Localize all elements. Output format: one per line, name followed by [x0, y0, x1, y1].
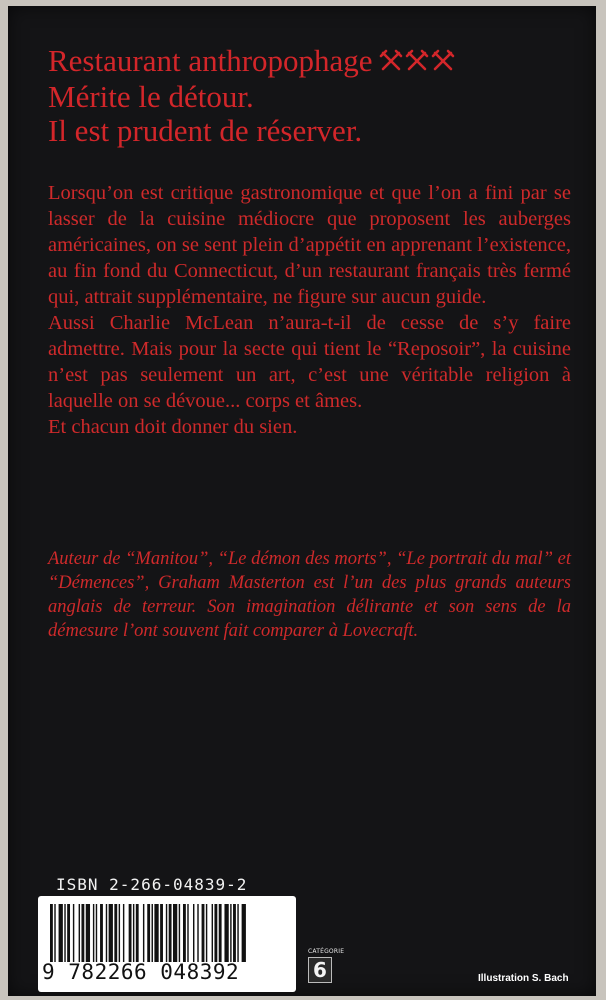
- rating-icons: [379, 46, 457, 80]
- barcode-bar: [147, 904, 150, 962]
- author-bio: Auteur de “Manitou”, “Le démon des morts”, “Le portrait du mal” et “Démences”, Graham Masterton est l’un des plus grands auteurs anglais de terreur. Son imagination délirante et son sens de la démesure l’ont souvent fait comparer à Lovecraft.: [48, 549, 571, 641]
- barcode-bar: [214, 904, 217, 962]
- barcode-bars: [50, 904, 284, 962]
- barcode-bar: [79, 904, 80, 962]
- barcode-bar: [73, 904, 74, 962]
- headline-line-2: Mérite le détour.: [48, 79, 254, 114]
- blurb-paragraph-1: Lorsqu’on est critique gastronomique et que l’on a fini par se lasser de la cuisine médiocre que proposent les auberges américaines, on se sent plein d’appétit en apprenant l’existence, au fin fond du Connecticut, d’un restaurant français très fermé qui, attrait supplémentaire, ne figure sur aucun guide.: [48, 182, 571, 308]
- barcode-bar: [93, 904, 94, 962]
- barcode-bar: [179, 904, 180, 962]
- barcode-bar: [224, 904, 228, 962]
- barcode-bar: [197, 904, 198, 962]
- barcode-bar: [169, 904, 172, 962]
- barcode-bar: [166, 904, 167, 962]
- barcode-bar: [59, 904, 63, 962]
- barcode-bar: [233, 904, 236, 962]
- category-number: 6: [308, 957, 332, 983]
- barcode-bar: [237, 904, 238, 962]
- barcode-bar: [183, 904, 186, 962]
- barcode-bar: [119, 904, 120, 962]
- barcode-bar: [86, 904, 90, 962]
- barcode-bar: [100, 904, 103, 962]
- barcode-bar: [114, 904, 117, 962]
- blurb: [48, 180, 571, 440]
- barcode-bar: [187, 904, 188, 962]
- barcode-bar: [133, 904, 134, 962]
- barcode-bar: [160, 904, 163, 962]
- barcode-bar: [136, 904, 139, 962]
- barcode-bar: [123, 904, 124, 962]
- headline: [48, 44, 457, 148]
- headline-line-1-text: Restaurant anthropophage: [48, 43, 373, 78]
- barcode-bar: [173, 904, 177, 962]
- barcode-bar: [202, 904, 205, 962]
- barcode-bar: [154, 904, 158, 962]
- barcode-bar: [54, 904, 55, 962]
- barcode-bar: [219, 904, 222, 962]
- barcode-bar: [143, 904, 144, 962]
- barcode-bar: [64, 904, 65, 962]
- crossed-fork-knife-icon: [431, 49, 455, 73]
- barcode-bar: [193, 904, 194, 962]
- category-badge: [308, 948, 345, 983]
- barcode-bar: [242, 904, 246, 962]
- barcode-bar: [96, 904, 97, 962]
- category-label: CATÉGORIE: [308, 948, 345, 955]
- crossed-fork-knife-icon: [379, 49, 403, 73]
- barcode: [38, 896, 296, 992]
- barcode-bar: [67, 904, 70, 962]
- barcode-bar: [230, 904, 231, 962]
- barcode-bar: [152, 904, 153, 962]
- isbn-label: ISBN 2-266-04839-2: [56, 875, 248, 894]
- barcode-bar: [212, 904, 213, 962]
- barcode-bar: [50, 904, 53, 962]
- blurb-paragraph-3: Et chacun doit donner du sien.: [48, 416, 298, 438]
- book-back-cover: [8, 6, 596, 996]
- crossed-fork-knife-icon: [405, 49, 429, 73]
- illustration-credit: Illustration S. Bach: [478, 973, 569, 984]
- headline-line-3: Il est prudent de réserver.: [48, 113, 363, 148]
- barcode-bar: [206, 904, 207, 962]
- barcode-bar: [106, 904, 107, 962]
- headline-line-1: [48, 44, 457, 80]
- barcode-bar: [81, 904, 84, 962]
- barcode-bar: [109, 904, 113, 962]
- blurb-paragraph-2: Aussi Charlie McLean n’aura-t-il de cesse de s’y faire admettre. Mais pour la secte qui tient le “Reposoir”, la cuisine n’est pas seulement un art, c’est une véritable religion à laquelle on se dévoue... corps et âmes.: [48, 312, 571, 412]
- barcode-digits: 9 782266 048392: [42, 960, 240, 984]
- barcode-bar: [129, 904, 132, 962]
